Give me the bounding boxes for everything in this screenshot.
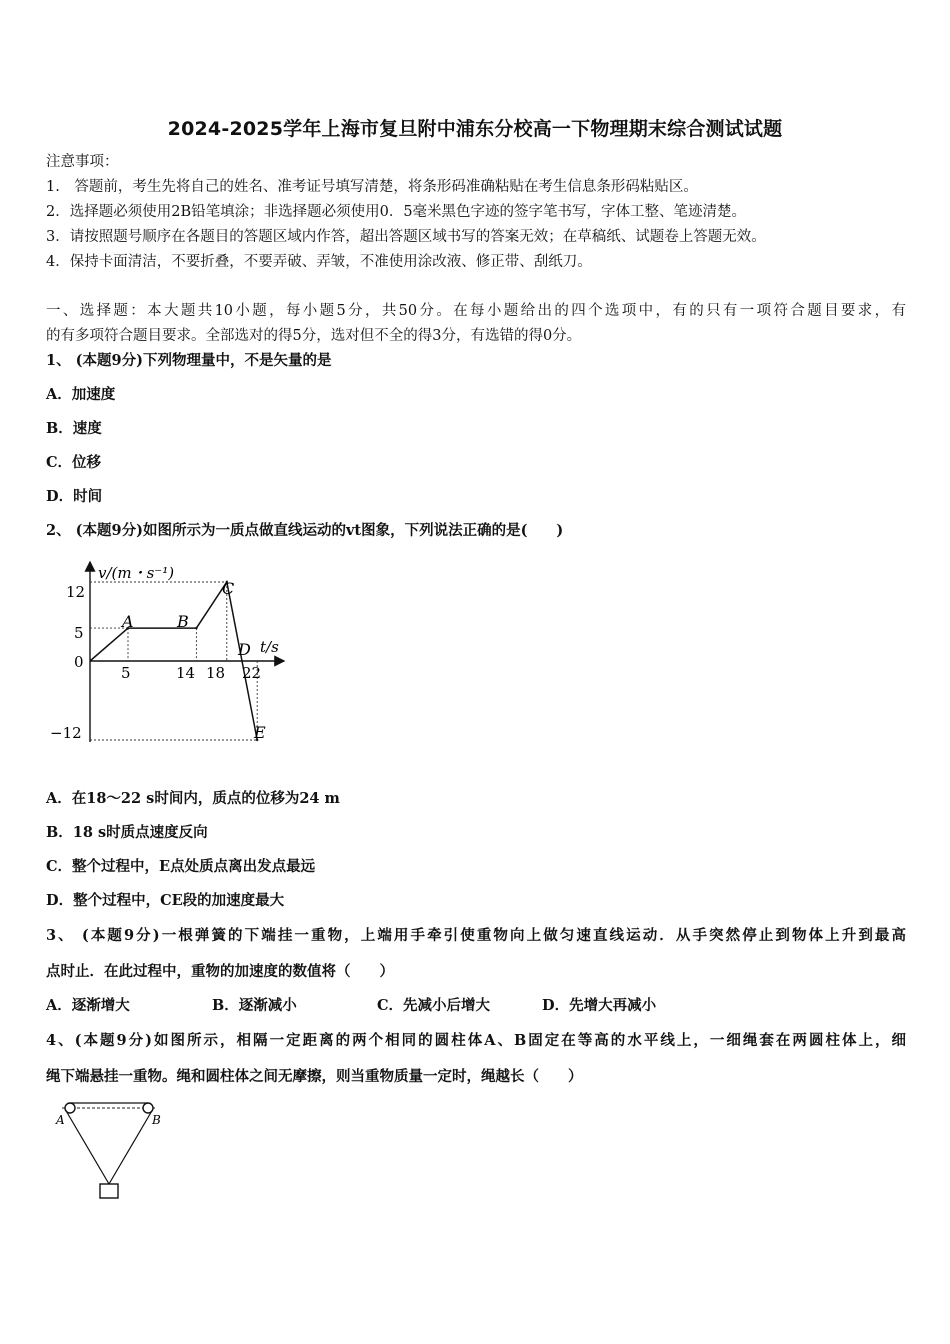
q3-option-a: A．逐渐增大 (46, 997, 130, 1014)
y-axis-label: v/(m・s⁻¹) (98, 564, 175, 582)
q3-option-c: C．先减小后增大 (377, 997, 491, 1014)
x-axis-label: t/s (260, 638, 279, 656)
point-label-c: C (222, 579, 235, 598)
q3-option-d: D．先增大再减小 (542, 997, 657, 1014)
q3-option-b: B．逐渐减小 (212, 997, 297, 1014)
notice-item-2: 2．选择题必须使用2B铅笔填涂；非选择题必须使用0．5毫米黑色字迹的签字笔书写，字体工整、笔迹清楚。 (46, 204, 747, 220)
pulley-figure (50, 1098, 170, 1208)
x-tick-18: 18 (206, 664, 226, 682)
rope-right (109, 1109, 153, 1184)
q2-option-a: A．在18～22 s时间内，质点的位移为24 m (46, 790, 340, 807)
q1-option-c: C．位移 (46, 454, 102, 471)
q2-option-b: B．18 s时质点速度反向 (46, 824, 208, 841)
section-intro-line-1: 一、选择题：本大题共10小题，每小题5分，共50分。在每小题给出的四个选项中，有的只有一项符合题目要求，有 (46, 303, 906, 319)
point-label-d: D (238, 640, 251, 659)
q2-stem: 2、 (本题9分)如图所示为一质点做直线运动的vt图象，下列说法正确的是( ) (46, 522, 564, 539)
origin-label: 0 (74, 653, 84, 671)
q1-option-d: D．时间 (46, 488, 103, 505)
q4-stem-line-2: 绳下端悬挂一重物。绳和圆柱体之间无摩擦，则当重物质量一定时，绳越长（ ） (46, 1068, 583, 1085)
q3-stem-line-1: 3、 (本题9分)一根弹簧的下端挂一重物，上端用手牵引使重物向上做匀速直线运动．从手突然停止到物体上升到最高 (46, 927, 906, 944)
y-tick-neg12: −12 (50, 724, 82, 742)
label-b: B (152, 1113, 161, 1127)
point-label-e: E (254, 723, 266, 742)
point-label-a: A (122, 612, 134, 631)
y-tick-5: 5 (74, 624, 84, 642)
point-label-b: B (177, 612, 189, 631)
label-a: A (56, 1113, 65, 1127)
q1-option-b: B．速度 (46, 420, 102, 437)
y-tick-12: 12 (66, 583, 86, 601)
q3-stem-line-2: 点时止．在此过程中，重物的加速度的数值将（ ） (46, 963, 394, 980)
notice-item-3: 3．请按照题号顺序在各题目的答题区域内作答，超出答题区域书写的答案无效；在草稿纸、试题卷上答题无效。 (46, 229, 766, 245)
q4-stem-line-1: 4、(本题9分)如图所示，相隔一定距离的两个相同的圆柱体A、B固定在等高的水平线上，一细绳套在两圆柱体上，细 (46, 1032, 906, 1049)
x-tick-14: 14 (176, 664, 196, 682)
rope-left (65, 1109, 109, 1184)
x-tick-5: 5 (121, 664, 131, 682)
page-title: 2024-2025学年上海市复旦附中浦东分校高一下物理期末综合测试试题 (167, 118, 783, 140)
notice-heading: 注意事项： (46, 154, 119, 170)
hanging-weight (100, 1184, 118, 1198)
x-tick-22: 22 (242, 664, 262, 682)
q1-stem: 1、 (本题9分)下列物理量中，不是矢量的是 (46, 352, 332, 369)
notice-item-1: 1. 答题前，考生先将自己的姓名、准考证号填写清楚，将条形码准确粘贴在考生信息条形码粘贴区。 (46, 179, 698, 195)
notice-item-4: 4．保持卡面清洁，不要折叠，不要弄破、弄皱，不准使用涂改液、修正带、刮纸刀。 (46, 254, 592, 270)
q1-option-a: A．加速度 (46, 386, 116, 403)
vt-graph (46, 552, 296, 752)
section-intro-line-2: 的有多项符合题目要求。全部选对的得5分，选对但不全的得3分，有选错的得0分。 (46, 328, 582, 344)
q2-option-d: D．整个过程中，CE段的加速度最大 (46, 892, 285, 909)
q2-option-c: C．整个过程中，E点处质点离出发点最远 (46, 858, 316, 875)
